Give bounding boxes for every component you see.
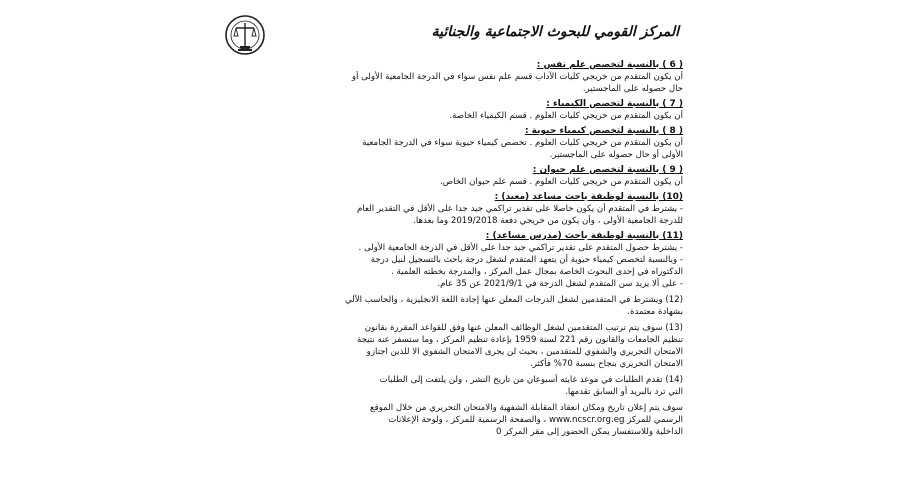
clause-line: (14) تقدم الطلبات في موعد غايته أسبوعان من تاريخ النشر ، ولن يلتفت إلى الطلبات bbox=[379, 375, 683, 385]
section-title: (11) بالنسبة لوظيفة باحث (مدرس مساعد) : bbox=[485, 231, 683, 241]
section-8 bbox=[218, 125, 683, 161]
section-6 bbox=[218, 59, 683, 95]
section-line: الدكتوراه في إحدى البحوث الخاصة بمجال عمل المركز ، والمدرجة بخطته العلمية . bbox=[391, 267, 683, 277]
section-line: - على ألا يزيد سن المتقدم لشغل الدرجة في 2021/9/1 عن 35 عام. bbox=[437, 279, 683, 289]
section-line: أن يكون المتقدم من خريجي كليات العلوم . قسم الكيمياء الخاصة. bbox=[449, 111, 683, 121]
ncscr-logo-icon bbox=[224, 12, 266, 58]
document-body bbox=[218, 56, 683, 438]
clause-line: تنظيم الجامعات والقانون رقم 221 لسنة 1959 بإعادة تنظيم المركز ، وما ستسفر عنه نتيجة bbox=[357, 335, 683, 345]
clause-line: الامتحان التحريري بنجاح بنسبة 70% فأكثر. bbox=[530, 359, 683, 369]
section-7 bbox=[218, 98, 683, 122]
section-title: ( 6 ) بالنسبة لتخصص علم نفس : bbox=[536, 60, 683, 70]
section-line: - وبالنسبة لتخصص كيمياء حيوية أن يتعهد المتقدم لشغل درجة باحث بالتسجيل لنيل درجة bbox=[370, 255, 683, 265]
section-title: ( 8 ) بالنسبة لتخصص كيمياء حيوية : bbox=[524, 126, 683, 136]
section-9 bbox=[218, 164, 683, 188]
clause-line: التي ترد بالبريد أو السابق تقدمها. bbox=[565, 387, 683, 397]
section-line: الأولى أو حال حصوله على الماجستير. bbox=[549, 150, 683, 160]
section-line: للدرجة الجامعية الأولى ، وأن يكون من خريجي دفعة 2019/2018 وما بعدها. bbox=[413, 216, 683, 226]
clause-14 bbox=[218, 374, 683, 398]
clause-line: (13) سوف يتم ترتيب المتقدمين لشغل الوظائف المعلن عنها وفق للقواعد المقررة بقانون bbox=[364, 323, 683, 333]
section-line: أن يكون المتقدم من خريجي كليات الآداب قسم علم نفس سواء في الدرجة الجامعية الأولى أو bbox=[351, 72, 683, 82]
closing-note bbox=[218, 402, 683, 438]
clause-line: الامتحان التحريري والشفوي للمتقدمين ، بحيث لن يجرى الامتحان الشفوي الا للذين اجتازو bbox=[366, 347, 683, 357]
clause-line: (12) ويشترط في المتقدمين لشغل الدرجات المعلن عنها إجادة اللغة الانجليزية ، والحاسب الآلي bbox=[345, 295, 683, 305]
clause-12 bbox=[218, 294, 683, 318]
document-header bbox=[218, 8, 683, 58]
section-line: - يشترط حصول المتقدم على تقدير تراكمي جيد جدا على الأقل في الدرجة الجامعية الأولى . bbox=[358, 243, 683, 253]
section-line: - يشترط في المتقدم أن يكون حاصلا على تقدير تراكمي جيد جدا على الأقل في التقدير العام bbox=[357, 204, 683, 214]
document-page bbox=[218, 0, 683, 500]
section-title: (10) بالنسبة لوظيفة باحث مساعد (معيد) : bbox=[494, 192, 683, 202]
section-10 bbox=[218, 191, 683, 227]
clause-line: الداخلية وللاستفسار يمكن الحضور إلى مقر المركز 0 bbox=[496, 427, 683, 437]
website-line[interactable]: الرسمي للمركز www.ncscr.org.eg ، والصفحة الرسمية للمركز ، ولوحة الإعلانات bbox=[388, 415, 683, 425]
section-line: حال حصوله على الماجستير. bbox=[582, 84, 683, 94]
section-title: ( 7 ) بالنسبة لتخصص الكيمياء : bbox=[546, 99, 683, 109]
clause-13 bbox=[218, 322, 683, 370]
section-11 bbox=[218, 230, 683, 290]
section-line: أن يكون المتقدم من خريجي كليات العلوم . تخصص كيمياء حيوية سواء في الدرجة الجامعية bbox=[362, 138, 683, 148]
clause-line: سوف يتم إعلان تاريخ ومكان انعقاد المقابلة الشفهية والامتحان التحريري من خلال الموقع bbox=[370, 403, 683, 413]
section-title: ( 9 ) بالنسبة لتخصص علم حيوان : bbox=[532, 165, 683, 175]
clause-line: بشهادة معتمدة. bbox=[627, 307, 683, 317]
section-line: أن يكون المتقدم من خريجي كليات العلوم . قسم علم حيوان الخاص. bbox=[440, 177, 683, 187]
organization-name: المركز القومي للبحوث الاجتماعية والجنائية bbox=[431, 24, 679, 40]
